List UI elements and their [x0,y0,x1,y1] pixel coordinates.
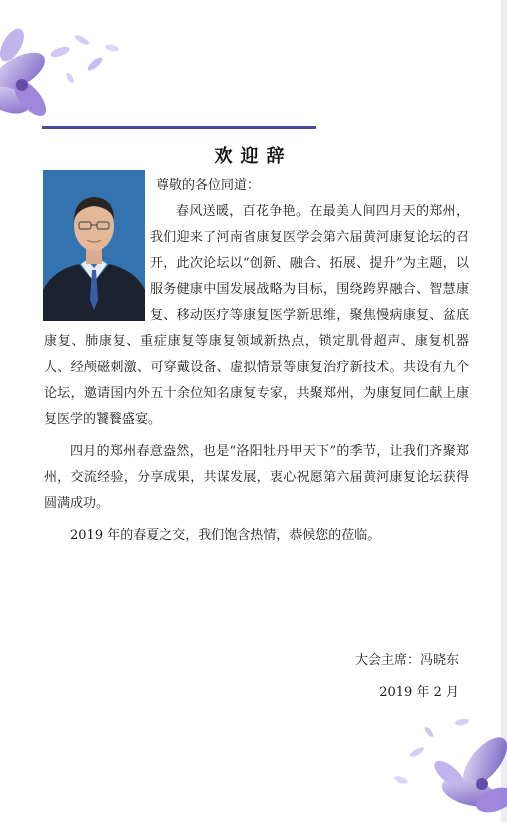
signature-chair: 大会主席：冯晓东 [354,653,459,668]
flower-decoration-bottom [387,692,507,822]
title-rule [42,126,316,129]
flower-decoration-top [0,0,130,135]
page-title: 欢迎辞 [214,146,293,167]
signature-date: 2019 年 2 月 [379,685,459,700]
letter-paragraph: 春风送暖，百花争艳。在最美人间四月天的郑州，我们迎来了河南省康复医学会第六届黄河康复论坛的召开，此次论坛以“创新、融合、拓展、提升”为主题，以服务健康中国发展战略为目标，围绕跨界融合、智慧康复、移动医疗等康复医学新思维，聚焦慢病康复、盆底康复、肺康复、重症康复等康复领域新热点，锁定肌骨超声、康复机器人、经颅磁刺激、可穿戴设备、虚拟情景等康复治疗新技术。共设有九个论坛，邀请国内外五十余位知名康复专家，共聚郑州，为康复同仁献上康复医学的饕餮盛宴。 [44,204,469,427]
letter-body [44,173,469,549]
letter-greeting: 尊敬的各位同道： [156,178,261,193]
photo-spacer [44,173,150,324]
letter-paragraph: 2019 年的春夏之交，我们饱含热情，恭候您的莅临。 [70,528,381,543]
letter-paragraph: 四月的郑州春意盎然，也是“洛阳牡丹甲天下”的季节，让我们齐聚郑州，交流经验，分享成果，共谋发展，衷心祝愿第六届黄河康复论坛获得圆满成功。 [44,444,469,511]
